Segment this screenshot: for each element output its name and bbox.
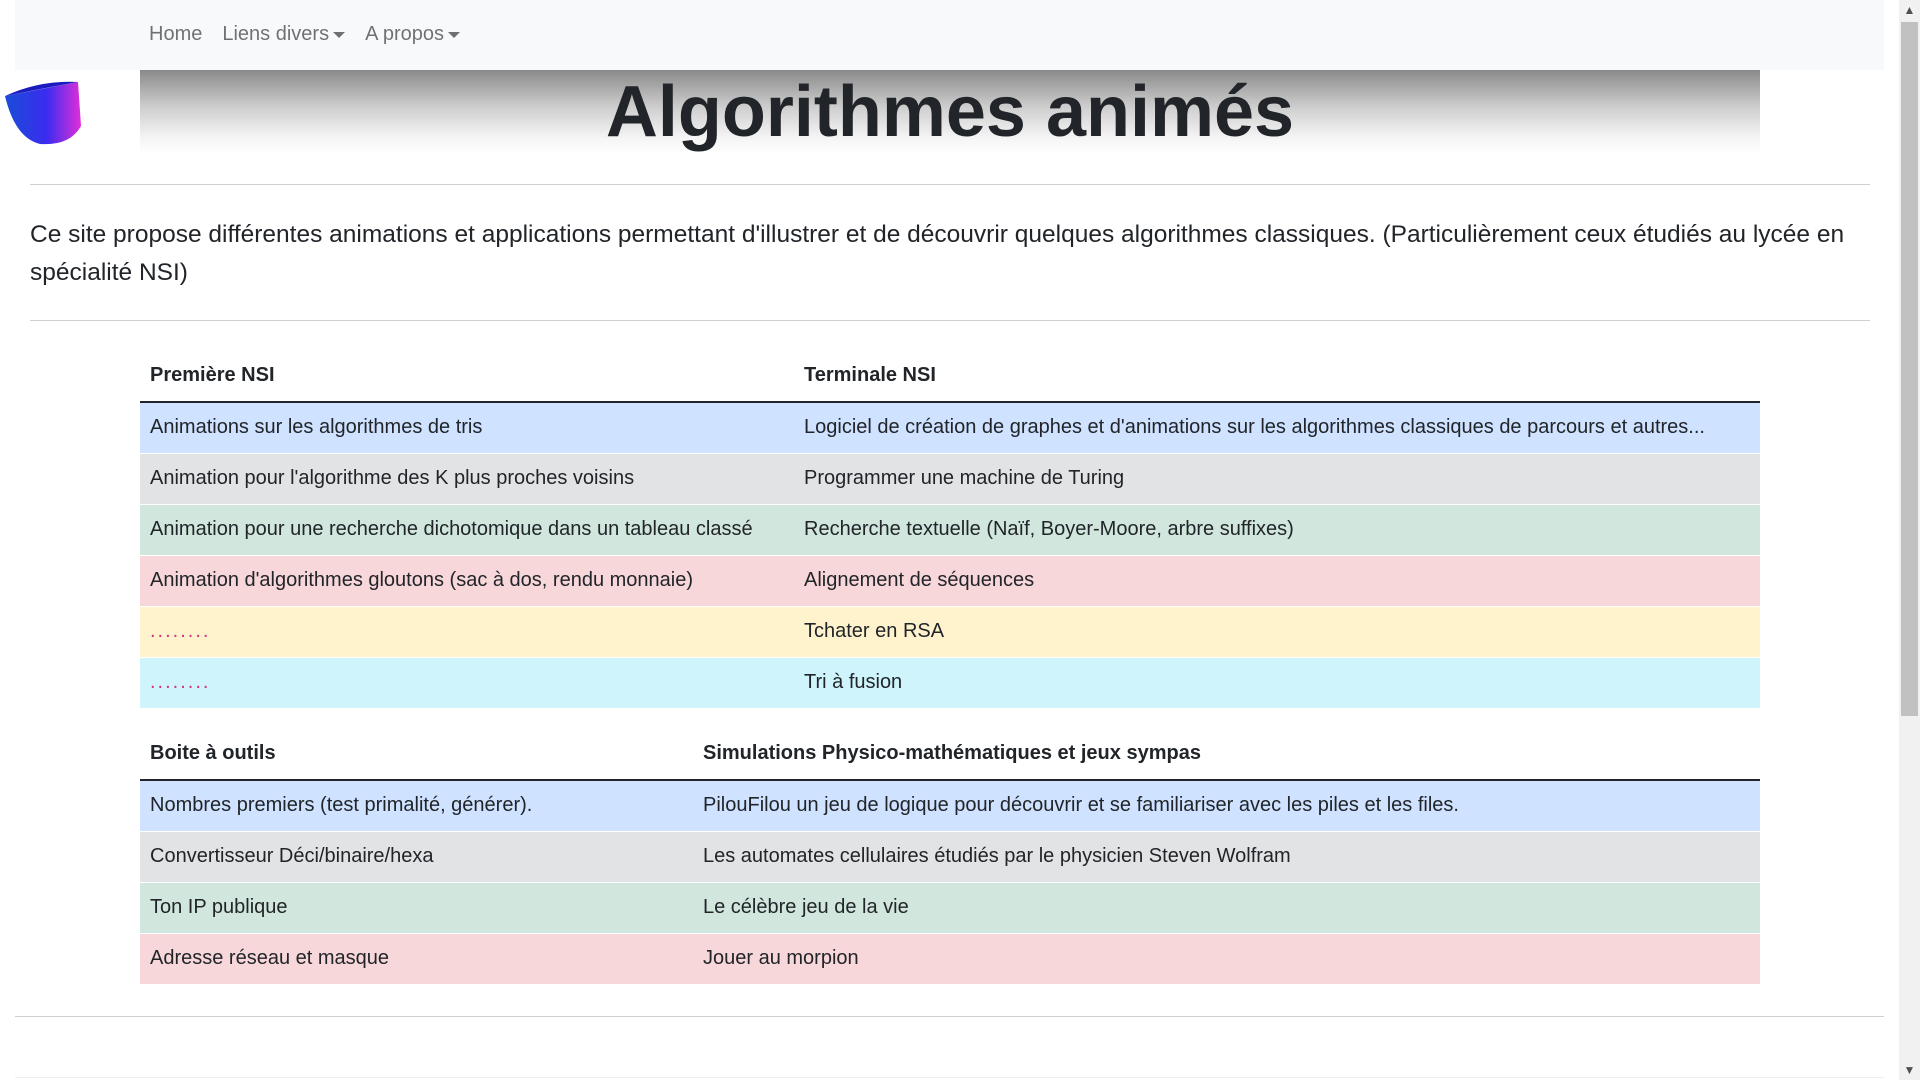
table-row — [140, 402, 1760, 453]
scroll-down-arrow-icon[interactable]: ▼ — [1903, 1063, 1916, 1077]
column-header-terminale: Terminale NSI — [794, 350, 1760, 402]
table-row — [140, 657, 1760, 708]
nsi-table — [140, 350, 1760, 708]
navbar — [15, 0, 1884, 70]
table-row — [140, 831, 1760, 882]
cylinder-logo-icon[interactable] — [0, 66, 90, 156]
vertical-scrollbar[interactable] — [1899, 0, 1920, 1080]
nav-liens-divers-dropdown[interactable] — [222, 23, 345, 46]
link-tris[interactable]: Animations sur les algorithmes de tris — [140, 402, 794, 453]
link-turing[interactable]: Programmer une machine de Turing — [794, 453, 1760, 504]
nav-a-propos-label: A propos — [365, 23, 445, 45]
link-adresse-reseau[interactable]: Adresse réseau et masque — [140, 933, 693, 984]
divider — [30, 320, 1870, 321]
column-header-outils: Boite à outils — [140, 728, 693, 780]
nav-list — [149, 23, 480, 46]
link-knn[interactable]: Animation pour l'algorithme des K plus proches voisins — [140, 453, 794, 504]
link-morpion[interactable]: Jouer au morpion — [693, 933, 1760, 984]
table-row — [140, 453, 1760, 504]
table-row — [140, 606, 1760, 657]
link-convertisseur[interactable]: Convertisseur Déci/binaire/hexa — [140, 831, 693, 882]
link-recherche-textuelle[interactable]: Recherche textuelle (Naïf, Boyer-Moore, arbre suffixes) — [794, 504, 1760, 555]
column-header-premiere: Première NSI — [140, 350, 794, 402]
table-row — [140, 780, 1760, 831]
caret-down-icon — [448, 32, 460, 38]
link-nombres-premiers[interactable]: Nombres premiers (test primalité, générer). — [140, 780, 693, 831]
link-jeu-de-la-vie[interactable]: Le célèbre jeu de la vie — [693, 882, 1760, 933]
table-header-row — [140, 728, 1760, 780]
link-dichotomie[interactable]: Animation pour une recherche dichotomique dans un tableau classé — [140, 504, 794, 555]
scroll-up-arrow-icon[interactable]: ▲ — [1903, 3, 1916, 17]
footer-divider — [15, 1077, 1884, 1078]
footer-divider — [15, 1016, 1884, 1017]
link-alignement[interactable]: Alignement de séquences — [794, 555, 1760, 606]
table-row — [140, 933, 1760, 984]
link-ip-publique[interactable]: Ton IP publique — [140, 882, 693, 933]
link-graphes[interactable]: Logiciel de création de graphes et d'animations sur les algorithmes classiques de parcours et autres... — [794, 402, 1760, 453]
nav-liens-divers-label: Liens divers — [222, 23, 330, 45]
column-header-simulations: Simulations Physico-mathématiques et jeux sympas — [693, 728, 1760, 780]
divider — [30, 184, 1870, 185]
nav-home-label: Home — [149, 23, 203, 45]
tools-table — [140, 728, 1760, 984]
link-gloutons[interactable]: Animation d'algorithmes gloutons (sac à dos, rendu monnaie) — [140, 555, 794, 606]
table-row — [140, 555, 1760, 606]
table-header-row — [140, 350, 1760, 402]
nav-home-link[interactable] — [149, 23, 202, 46]
scrollbar-thumb[interactable] — [1901, 22, 1918, 716]
table-row — [140, 504, 1760, 555]
page-title: Algorithmes animés — [605, 72, 1295, 152]
nav-a-propos-dropdown[interactable] — [365, 23, 460, 46]
link-automates[interactable]: Les automates cellulaires étudiés par le physicien Steven Wolfram — [693, 831, 1760, 882]
link-tri-fusion[interactable]: Tri à fusion — [794, 657, 1760, 708]
link-rsa[interactable]: Tchater en RSA — [794, 606, 1760, 657]
link-piloufilou[interactable]: PilouFilou un jeu de logique pour découvrir et se familiariser avec les piles et les files. — [693, 780, 1760, 831]
placeholder-dots: ........ — [140, 606, 794, 657]
placeholder-dots: ........ — [140, 657, 794, 708]
intro-text: Ce site propose différentes animations et applications permettant d'illustrer et de découvrir quelques algorithmes classiques. (Particulièrement ceux étudiés au lycée en spécialité NSI) — [30, 221, 1845, 286]
caret-down-icon — [333, 32, 345, 38]
table-row — [140, 882, 1760, 933]
